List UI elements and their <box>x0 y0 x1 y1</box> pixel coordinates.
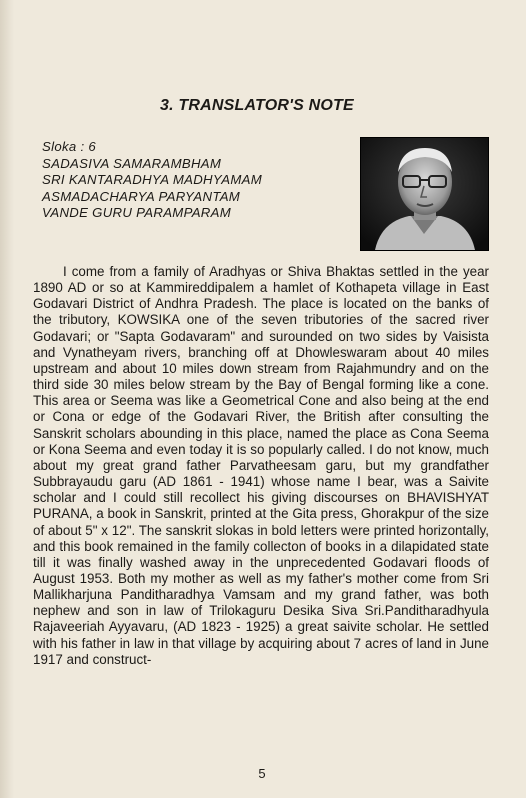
sloka-label: Sloka : 6 <box>42 139 97 154</box>
author-portrait-photo <box>360 137 489 251</box>
page-binding-edge <box>0 0 14 798</box>
sloka-block <box>42 139 362 222</box>
sloka-line: SRI KANTARADHYA MADHYAMAM <box>42 172 262 187</box>
portrait-image <box>361 138 488 250</box>
section-heading: 3. TRANSLATOR'S NOTE <box>160 97 354 114</box>
sloka-line: SADASIVA SAMARAMBHAM <box>42 155 222 171</box>
sloka-line: ASMADACHARYA PARYANTAM <box>42 188 241 204</box>
translator-note-body <box>33 264 489 668</box>
page-number: 5 <box>258 766 266 781</box>
sloka-line: VANDE GURU PARAMPARAM <box>42 205 231 220</box>
body-paragraph: I come from a family of Aradhyas or Shiva Bhaktas settled in the year 1890 AD or so at Kammireddipalem a hamlet of Kothapeta village in East Godavari District of Andhra Pradesh. The place is located on the banks of the tributory, KOWSIKA one of the seven tributories of the sacred river Godavari; or "Sapta Godavaram" and surounded on two sides by Vaisista and Vynatheyam rivers, branching off at Dhowleswaram about 40 miles upstream and about 10 miles down stream from Rajahmundry and on the third side 30 miles below stream by the Bay of Bengal forming like a cone. This area or Seema was like a Geometrical Cone and also being at the end or Cona or edge of the Godavari River, the British after consulting the Sanskrit scholars abounding in this place, named the place as Cona Seema or Kona Seema and even today it is so popularly called. I do not know, much about my great grand father Parvatheesam garu, but my grandfather Subbrayaudu garu (AD 1861 - 1941) whose name I bear, was a Saivite scholar and I could still recollect his giving discourses on BHAVISHYAT PURANA, a book in Sanskrit, printed at the Gita press, Ghorakpur of the size of about 5" x 12". The sanskrit slokas in bold letters were printed horizontally, and this book remained in the family collecton of books in a dilapidated state till it was finally washed away in the unprecedented Godavari floods of August 1953. Both my mother as well as my father's mother come from Sri Mallikharjuna Panditharadhya Vamsam and my grand father, was both nephew and son in law of Trilokaguru Desika Siva Sri.Panditharadhyula Rajaveeriah Ayyavaru, (AD 1823 - 1925) a great saivite scholar. He settled with his father in law in that village by acquiring about 7 acres of land in June 1917 and construct- <box>33 264 489 667</box>
